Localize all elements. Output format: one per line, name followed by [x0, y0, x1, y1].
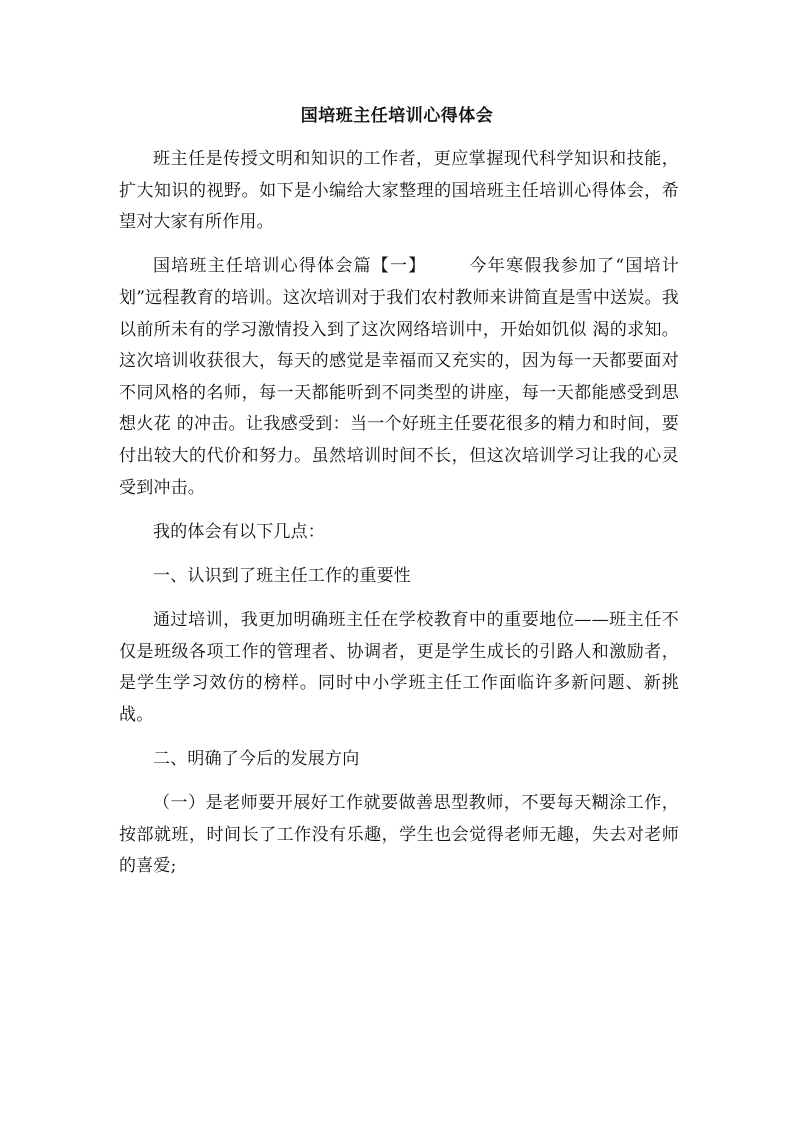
section-one-text: 今年寒假我参加了“国培计划”远程教育的培训。这次培训对于我们农村教师来讲简直是雪中送炭。我以前所未有的学习激情投入到了这次网络培训中，开始如饥似 渴的求知。这次培训收获很大，每天的感觉是幸福而又充实的，因为每一天都要面对不同风格的名师，每一天都能听到不同类型的讲座，每一天都能感受到思想火花 的冲击。让我感受到：当一个好班主任要花很多的精力和时间，要付出较大的代价和努力。虽然培训时间不长，但这次培训学习让我的心灵受到冲击。	[119, 256, 680, 498]
intro-paragraph: 班主任是传授文明和知识的工作者，更应掌握现代科学知识和技能，扩大知识的视野。如下是小编给大家整理的国培班主任培训心得体会，希望对大家有所作用。	[119, 149, 679, 233]
document-body	[119, 144, 679, 883]
point-two-heading: 二、明确了今后的发展方向	[153, 749, 360, 770]
experience-intro-paragraph: 我的体会有以下几点：	[153, 521, 325, 542]
point-one-heading: 一、认识到了班主任工作的重要性	[153, 565, 411, 586]
document-title: 国培班主任培训心得体会	[300, 106, 494, 126]
point-two-paragraph: （一）是老师要开展好工作就要做善思型教师，不要每天糊涂工作，按部就班，时间长了工作没有乐趣，学生也会觉得老师无趣，失去对老师的喜爱;	[119, 793, 679, 877]
section-one-heading: 国培班主任培训心得体会篇【一】	[153, 256, 427, 277]
point-one-paragraph: 通过培训，我更加明确班主任在学校教育中的重要地位——班主任不仅是班级各项工作的管理者、协调者，更是学生成长的引路人和激励者，是学生学习效仿的榜样。同时中小学班主任工作面临许多新问题、新挑战。	[119, 610, 679, 725]
section-one-paragraph	[119, 251, 679, 504]
